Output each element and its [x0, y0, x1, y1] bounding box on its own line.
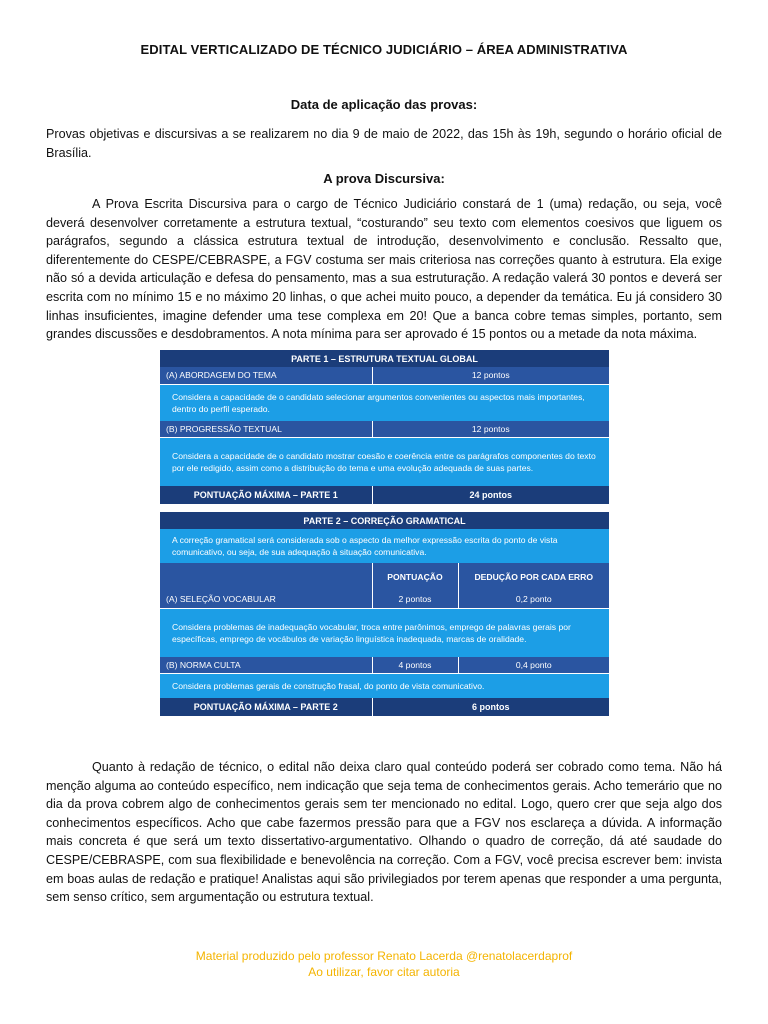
part2-a-desc: Considera problemas de inadequação vocabular, troca entre parônimos, emprego de palavras gerais por específicas, emprego de vocábulos de variação linguística inadequada, marcas de oralidade.	[160, 608, 609, 657]
part2-header: PARTE 2 – CORREÇÃO GRAMATICAL	[303, 515, 466, 526]
part1-b-label: (B) PROGRESSÃO TEXTUAL	[166, 423, 282, 434]
dates-paragraph	[46, 125, 722, 162]
part2-col-points: PONTUAÇÃO	[372, 563, 458, 591]
part1-header: PARTE 1 – ESTRUTURA TEXTUAL GLOBAL	[291, 353, 478, 364]
discursive-heading: A prova Discursiva:	[323, 171, 445, 186]
part2-col-deduction: DEDUÇÃO POR CADA ERRO	[458, 563, 609, 591]
part2-a-label: (A) SELEÇÃO VOCABULAR	[166, 594, 276, 605]
footer-credit	[0, 948, 768, 980]
part2-a-points: 2 pontos	[372, 591, 458, 608]
part2-total-label: PONTUAÇÃO MÁXIMA – PARTE 2	[193, 702, 338, 712]
analysis-text: Quanto à redação de técnico, o edital não deixa claro qual conteúdo poderá ser cobrado como tema. Não há menção alguma ao conteúdo específico, nem indicação que seja tema de conhecimentos gerais. Acho temerário que no dia da prova cobrem algo de conhecimentos gerais sem ter mencionado no edital. Logo, quero crer que seja algo dos conhecimentos específicos. Acho que cabe fazermos pressão para que a FGV nos esclareça a dúvida. A informação mais concreta é que será um texto dissertativo-argumentativo. Olhando o quadro de correção, dá até saudade do CESPE/CEBRASPE, com sua flexibilidade e benevolência na correção. Com a FGV, você precisa escrever bem: invista em boas aulas de redação e pratique! Analistas aqui são privilegiados por terem apenas que responder a uma pergunta, sem senso crítico, sem argumentação ou estrutura textual.	[46, 760, 722, 905]
part1-b-desc: Considera a capacidade de o candidato mostrar coesão e coerência entre os parágrafos componentes do texto por ele redigido, assim como a distribuição do tema e uma evolução adequada de suas partes.	[160, 438, 609, 487]
part2-a-deduction: 0,2 ponto	[458, 591, 609, 608]
part2-total-points: 6 pontos	[372, 698, 609, 716]
part1-total-label: PONTUAÇÃO MÁXIMA – PARTE 1	[193, 490, 338, 500]
discursive-text: A Prova Escrita Discursiva para o cargo de Técnico Judiciário constará de 1 (uma) redação, ou seja, você deverá desenvolver corretamente a estrutura textual, “costurando” seu texto com elementos coesivos que liguem os parágrafos, segundo a clássica estrutura textual de introdução, desenvolvimento e conclusão. Ressalto que, diferentemente do CESPE/CEBRASPE, a FGV costuma ser mais criteriosa nas correções quanto à estrutura. Ela exige não só a devida articulação e defesa do pensamento, mas a sua estruturação. A redação valerá 30 pontos e deverá ser escrita com no mínimo 15 e no máximo 20 linhas, o que achei muito pouco, a depender da temática. Eu já considero 30 linhas insuficientes, imagine defender uma tese complexa em 20! Que a banca cobre temas simples, portanto, sem grandes discussões e desdobramentos. A nota mínima para ser aprovado é 15 pontos ou a metade da nota máxima.	[46, 197, 722, 342]
dates-heading: Data de aplicação das provas:	[290, 97, 478, 112]
part2-b-points: 4 pontos	[372, 657, 458, 674]
part1-a-desc: Considera a capacidade de o candidato selecionar argumentos convenientes ou aspectos mais importantes, dentro do perfil esperado.	[160, 384, 609, 421]
part2-intro: A correção gramatical será considerada sob o aspecto da melhor expressão escrita do ponto de vista comunicativo, ou seja, de sua adequação à situação comunicativa.	[160, 529, 609, 563]
part1-b-points: 12 pontos	[372, 421, 609, 438]
part2-b-label: (B) NORMA CULTA	[166, 659, 241, 670]
rubric-part2-table	[160, 512, 609, 716]
part2-empty-header-cell	[160, 563, 372, 591]
footer-line2: Ao utilizar, favor citar autoria	[308, 965, 460, 979]
dates-text: Provas objetivas e discursivas a se realizarem no dia 9 de maio de 2022, das 15h às 19h, segundo o horário oficial de Brasília.	[46, 127, 722, 160]
analysis-paragraph	[46, 758, 722, 907]
part2-b-deduction: 0,4 ponto	[458, 657, 609, 674]
part2-b-desc: Considera problemas gerais de construção frasal, do ponto de vista comunicativo.	[160, 674, 609, 699]
footer-line1: Material produzido pelo professor Renato Lacerda @renatolacerdaprof	[195, 949, 573, 963]
part1-a-points: 12 pontos	[372, 367, 609, 384]
part1-a-label: (A) ABORDAGEM DO TEMA	[166, 370, 277, 381]
rubric-part1-table	[160, 350, 609, 504]
document-title: EDITAL VERTICALIZADO DE TÉCNICO JUDICIÁRIO – ÁREA ADMINISTRATIVA	[140, 42, 628, 57]
discursive-paragraph	[46, 195, 722, 344]
part1-total-points: 24 pontos	[372, 486, 609, 504]
